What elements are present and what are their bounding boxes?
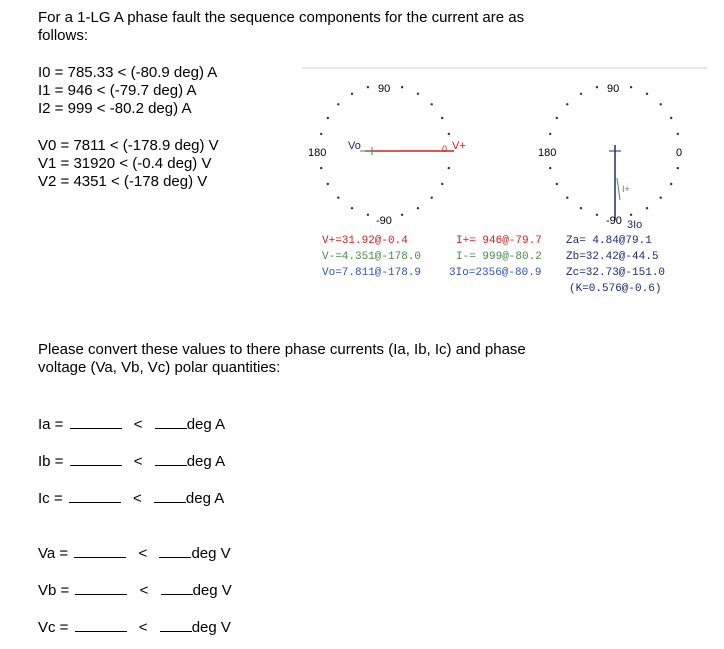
readout-za: Za= 4.84@79.1	[566, 235, 652, 247]
answer-row-ic	[38, 488, 224, 508]
answer-row-ib	[38, 451, 225, 471]
answer-unit: deg V	[192, 582, 232, 599]
phasor-dot	[441, 183, 443, 185]
label-iplus: I+	[622, 184, 630, 194]
answer-unit: deg A	[185, 490, 225, 507]
magnitude-blank[interactable]	[70, 414, 122, 429]
phasor-dot	[337, 197, 339, 199]
label-vplus: V+	[452, 140, 466, 152]
phasor-dot	[646, 93, 648, 95]
phasor-dot	[448, 133, 450, 135]
intro-line-2: follows:	[38, 27, 89, 44]
phasor-dot	[549, 167, 551, 169]
voltage-v1: V1 = 31920 < (-0.4 deg) V	[38, 155, 212, 172]
answer-row-ia	[38, 414, 225, 434]
angle-symbol: <	[133, 416, 143, 433]
label-3io: 3Io	[627, 219, 643, 231]
phasor-dot	[660, 197, 662, 199]
phasor-dot	[320, 167, 322, 169]
phasor-dot	[351, 93, 353, 95]
magnitude-blank[interactable]	[69, 488, 121, 503]
phasor-dot	[580, 207, 582, 209]
readout-zb: Zb=32.42@-44.5	[566, 251, 659, 263]
answer-unit: deg A	[186, 416, 226, 433]
angle-blank[interactable]	[155, 451, 187, 466]
left-label-90: 90	[378, 83, 391, 95]
current-i2: I2 = 999 < -80.2 deg) A	[38, 100, 192, 117]
phasor-dot	[677, 133, 679, 135]
answer-label: Ic =	[38, 490, 63, 507]
phasor-dot	[670, 183, 672, 185]
phasor-dot	[367, 86, 369, 88]
phasor-dot	[596, 214, 598, 216]
angle-blank[interactable]	[159, 543, 191, 558]
readout-v-plus: V+=31.92@-0.4	[322, 235, 408, 247]
right-label-180: 180	[538, 147, 557, 159]
phasor-dot	[417, 207, 419, 209]
intro-line-1: For a 1-LG A phase fault the sequence components for the current are as	[38, 9, 525, 26]
phasor-dot	[337, 103, 339, 105]
phasor-dot	[327, 117, 329, 119]
phasor-dot	[670, 117, 672, 119]
voltage-v0: V0 = 7811 < (-178.9 deg) V	[38, 137, 219, 154]
phasor-dot	[566, 103, 568, 105]
left-label-neg90: -90	[376, 215, 392, 227]
label-vo: Vo	[348, 140, 361, 152]
phasor-dot	[677, 167, 679, 169]
phasor-dot	[367, 214, 369, 216]
magnitude-blank[interactable]	[75, 580, 127, 595]
phasor-dot	[556, 117, 558, 119]
answer-label: Vc =	[38, 619, 69, 636]
right-label-neg90: -90	[606, 215, 622, 227]
angle-symbol: <	[138, 545, 148, 562]
left-label-180: 180	[308, 147, 327, 159]
phasor-dot	[431, 197, 433, 199]
readout-zc: Zc=32.73@-151.0	[566, 267, 666, 279]
angle-blank[interactable]	[160, 617, 192, 632]
answer-label: Vb =	[38, 582, 70, 599]
phasor-dot	[630, 86, 632, 88]
phasor-dot	[566, 197, 568, 199]
right-label-90: 90	[607, 83, 620, 95]
current-i0: I0 = 785.33 < (-80.9 deg) A	[38, 64, 218, 81]
phasor-dot	[630, 214, 632, 216]
magnitude-blank[interactable]	[74, 543, 126, 558]
phasor-dot	[320, 133, 322, 135]
readout-v-zero: Vo=7.811@-178.9	[322, 267, 422, 279]
readout-k: (K=0.576@-0.6)	[569, 283, 662, 295]
i-plus-phasor	[617, 178, 620, 200]
angle-symbol: <	[132, 490, 142, 507]
phasor-dot	[327, 183, 329, 185]
readout-v-minus: V-=4.351@-178.0	[322, 251, 422, 263]
answer-label: Ia =	[38, 416, 64, 433]
readout-i-minus: I-= 999@-80.2	[456, 251, 542, 263]
angle-blank[interactable]	[154, 488, 186, 503]
phasor-dot	[660, 103, 662, 105]
readout-i-zero: 3Io=2356@-80.9	[449, 267, 542, 279]
answer-row-vb	[38, 580, 232, 600]
angle-symbol: <	[138, 619, 148, 636]
magnitude-blank[interactable]	[75, 617, 127, 632]
angle-symbol: <	[133, 453, 143, 470]
current-i1: I1 = 946 < (-79.7 deg) A	[38, 82, 197, 99]
answer-unit: deg A	[186, 453, 226, 470]
angle-symbol: <	[139, 582, 149, 599]
phasor-dot	[351, 207, 353, 209]
right-label-0: 0	[676, 147, 683, 159]
magnitude-blank[interactable]	[70, 451, 122, 466]
answer-row-vc	[38, 617, 231, 637]
phasor-dot	[401, 214, 403, 216]
angle-blank[interactable]	[161, 580, 193, 595]
phasor-dot	[431, 103, 433, 105]
phasor-dot	[580, 93, 582, 95]
phasor-dot	[556, 183, 558, 185]
phasor-dot	[646, 207, 648, 209]
answer-unit: deg V	[191, 545, 231, 562]
left-label-0: 0	[442, 144, 448, 154]
answer-row-va	[38, 543, 231, 563]
prompt-line-1: Please convert these values to there phase currents (Ia, Ib, Ic) and phase	[38, 341, 526, 358]
phasor-dot	[401, 86, 403, 88]
phasor-dot	[549, 133, 551, 135]
voltage-v2: V2 = 4351 < (-178 deg) V	[38, 173, 208, 190]
phasor-dot	[596, 86, 598, 88]
answer-label: Ib =	[38, 453, 64, 470]
prompt-line-2: voltage (Va, Vb, Vc) polar quantities:	[38, 359, 281, 376]
readout-i-plus: I+= 946@-79.7	[456, 235, 542, 247]
angle-blank[interactable]	[155, 414, 187, 429]
phasor-dot	[441, 117, 443, 119]
answer-label: Va =	[38, 545, 69, 562]
phasor-dot	[448, 167, 450, 169]
answer-unit: deg V	[191, 619, 231, 636]
phasor-dot	[417, 93, 419, 95]
